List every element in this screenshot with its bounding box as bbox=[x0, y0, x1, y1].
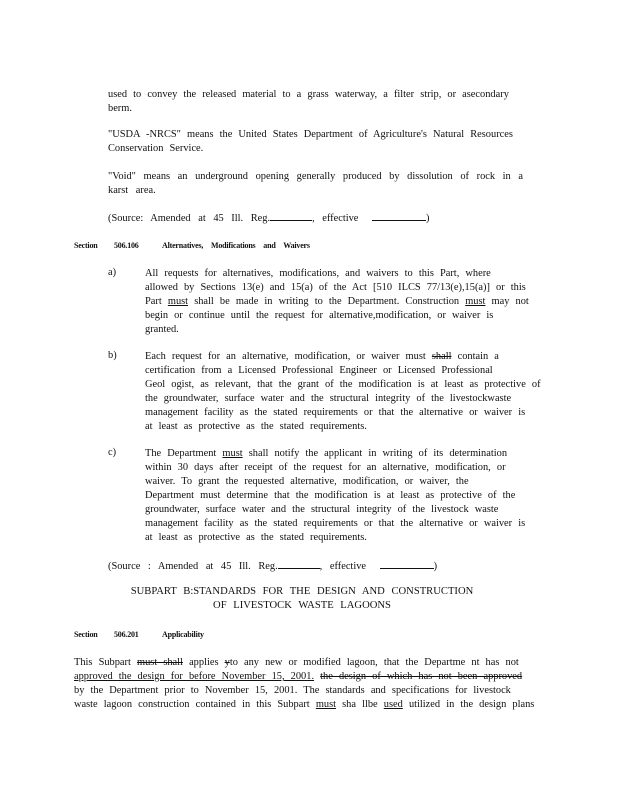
text-line: approved the design for before November 15, 2001. the design of which has not been approved bbox=[74, 671, 523, 682]
text-line: Geol ogist, as relevant, that the grant of the modification is at least as protective of bbox=[145, 379, 541, 390]
source-note: (Source : Amended at 45 Ill. Reg. , effective ) bbox=[108, 558, 437, 574]
continuation-paragraph bbox=[108, 88, 509, 116]
text-line: by the Department prior to November 15, 2001. The standards and specifications for livestock bbox=[74, 685, 511, 696]
applicability-paragraph bbox=[74, 656, 534, 712]
text-line: waiver. To grant the requested alternative, modification, or waiver, the bbox=[145, 476, 469, 487]
text-line: begin or continue until the request for alternative,modification, or waiver is bbox=[145, 310, 494, 321]
text-line: This Subpart must shall applies yto any new or modified lagoon, that the Departme nt has not bbox=[74, 657, 519, 668]
item-label: a) bbox=[108, 267, 117, 278]
text-line: berm. bbox=[108, 103, 132, 114]
text-line: allowed by Sections 13(e) and 15(a) of the Act [510 ILCS 77/13(e),15(a)] or this bbox=[145, 282, 526, 293]
text-line: certification from a Licensed Professional Engineer or Licensed Professional bbox=[145, 365, 493, 376]
text-line: groundwater, surface water and the structural integrity of the livestock waste bbox=[145, 504, 499, 515]
text-line: Part must shall be made in writing to the Department. Construction must may not bbox=[145, 296, 529, 307]
definition-usda-nrcs bbox=[108, 128, 513, 156]
section-heading: Section 506.106 Alternatives, Modifications and Waivers bbox=[74, 241, 310, 250]
item-a-text bbox=[145, 267, 529, 337]
text-line: "Void" means an underground opening generally produced by dissolution of rock in a bbox=[108, 171, 523, 182]
text-line: at least as protective as the stated requirements. bbox=[145, 532, 367, 543]
text-line: The Department must shall notify the applicant in writing of its determination bbox=[145, 448, 508, 459]
text-line: "USDA -NRCS" means the United States Department of Agriculture's Natural Resources bbox=[108, 129, 513, 140]
source-note: (Source: Amended at 45 Ill. Reg. , effective ) bbox=[108, 210, 430, 226]
text-line: at least as protective as the stated requirements. bbox=[145, 421, 367, 432]
section-heading: Section 506.201 Applicability bbox=[74, 630, 204, 639]
item-label: b) bbox=[108, 350, 117, 361]
text-line: OF LIVESTOCK WASTE LAGOONS bbox=[213, 600, 391, 611]
blank-line bbox=[270, 210, 312, 221]
text-line: Each request for an alternative, modification, or waiver must shall contain a bbox=[145, 351, 499, 362]
text-line: SUBPART B:STANDARDS FOR THE DESIGN AND CONSTRUCTION bbox=[130, 586, 474, 597]
item-label: c) bbox=[108, 447, 117, 458]
text-line: used to convey the released material to a grass waterway, a filter strip, or asecondary bbox=[108, 89, 509, 100]
item-b-text bbox=[145, 350, 541, 434]
text-line: Department must determine that the modification is at least as protective of the bbox=[145, 490, 516, 501]
definition-void bbox=[108, 170, 523, 198]
blank-line bbox=[380, 558, 434, 569]
blank-line bbox=[278, 558, 320, 569]
text-line: waste lagoon construction contained in this Subpart must sha llbe used utilized in the design plans bbox=[74, 699, 535, 710]
text-line: the groundwater, surface water and the structural integrity of the livestockwaste bbox=[145, 393, 512, 404]
subpart-heading bbox=[0, 585, 604, 613]
blank-line bbox=[372, 210, 426, 221]
text-line: All requests for alternatives, modifications, and waivers to this Part, where bbox=[145, 268, 491, 279]
text-line: management facility as the stated requirements or that the alternative or waiver is bbox=[145, 518, 526, 529]
text-line: karst area. bbox=[108, 185, 156, 196]
text-line: granted. bbox=[145, 324, 179, 335]
text-line: within 30 days after receipt of the request for an alternative, modification, or bbox=[145, 462, 506, 473]
text-line: Conservation Service. bbox=[108, 143, 204, 154]
item-c-text bbox=[145, 447, 525, 545]
text-line: management facility as the stated requirements or that the alternative or waiver is bbox=[145, 407, 526, 418]
